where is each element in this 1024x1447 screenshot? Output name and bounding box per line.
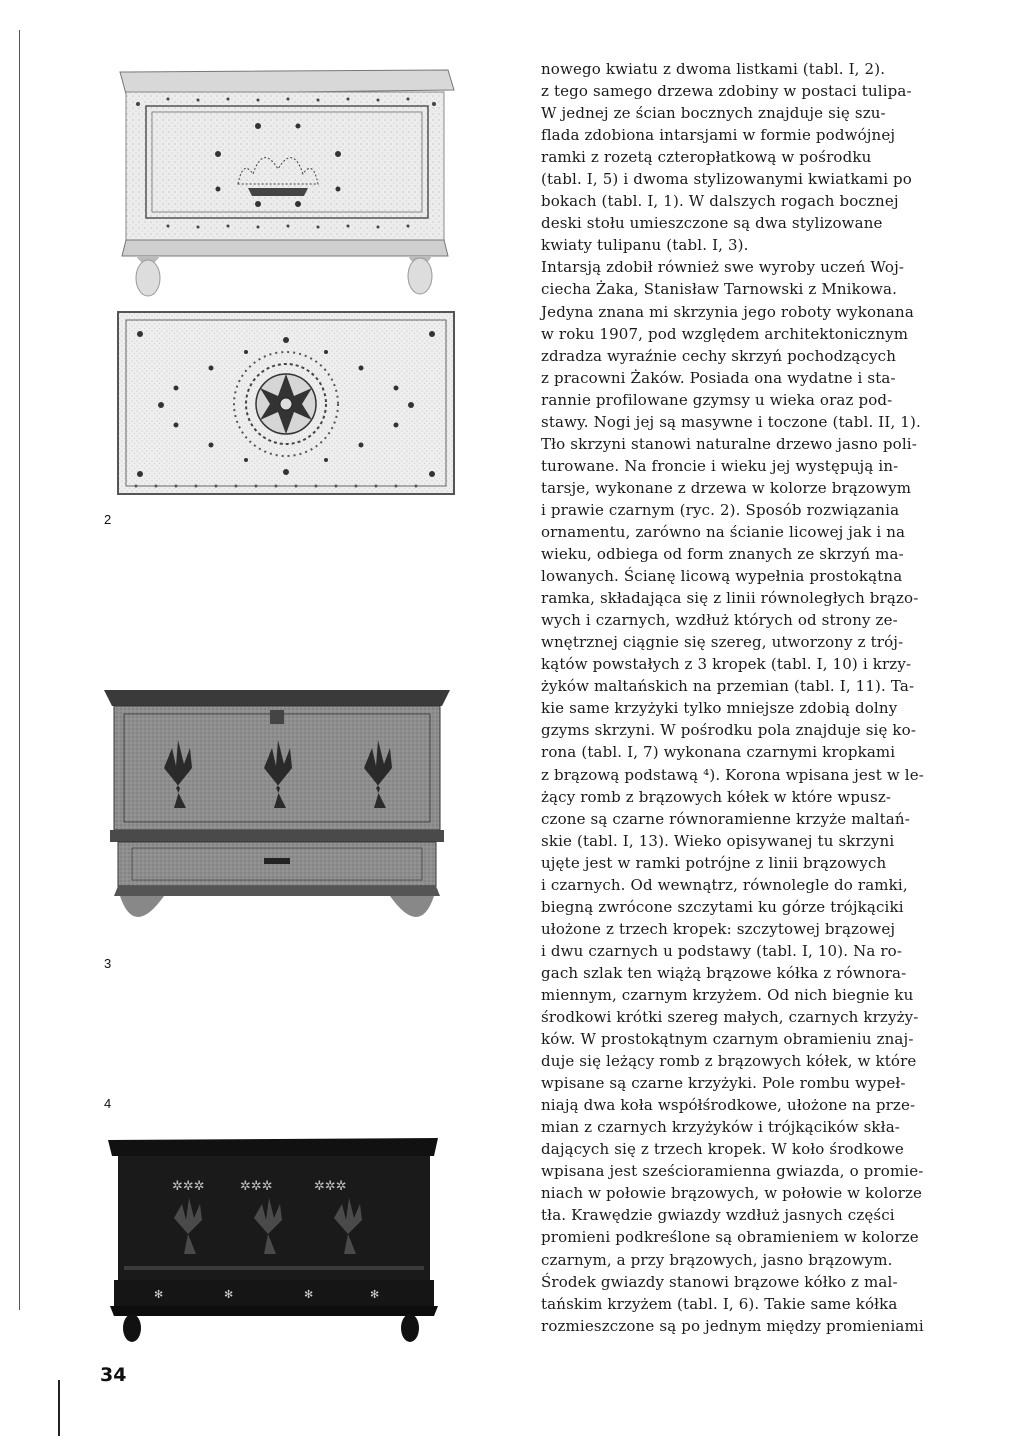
text-line: Jedyna znana mi skrzynia jego roboty wykonana (541, 302, 914, 321)
text-line: kie same krzyżyki tylko mniejsze zdobią dolny (541, 699, 898, 718)
text-line: ramki z rozetą czteropłatkową w pośrodku (541, 148, 872, 167)
text-line: stawy. Nogi jej są masywne i toczone (tabl. II, 1). (541, 412, 921, 431)
text-line: niach w połowie brązowych, w połowie w kolorze (541, 1184, 923, 1203)
text-line: tła. Krawędzie gwiazdy wzdłuż jasnych części (541, 1206, 895, 1225)
text-line: Intarsją zdobił również swe wyroby uczeń Woj- (541, 258, 905, 277)
text-line: i czarnych. Od wewnątrz, równolegle do ramki, (541, 875, 908, 894)
text-line: miennym, czarnym krzyżem. Od nich biegnie ku (541, 985, 914, 1004)
text-line: gzyms skrzyni. W pośrodku pola znajduje się ko- (541, 721, 917, 740)
text-line: czone są czarne równoramienne krzyże maltań- (541, 809, 910, 828)
text-line: niają dwa koła współśrodkowe, ułożone na prze- (541, 1096, 916, 1115)
text-line: z brązową podstawą ⁴). Korona wpisana jest w le- (541, 765, 924, 784)
text-line: gach szlak ten wiążą brązowe kółka z równora- (541, 963, 907, 982)
text-line: z tego samego drzewa zdobiny w postaci tulipa- (541, 82, 912, 101)
svg-text:✲✲✲: ✲✲✲ (314, 1179, 347, 1194)
text-line: tarsje, wykonane z drzewa w kolorze brązowym (541, 478, 912, 497)
figure-number-4: 4 (104, 1096, 112, 1111)
text-line: i prawie czarnym (ryc. 2). Sposób rozwiązania (541, 500, 900, 519)
figure-number-2: 2 (104, 512, 112, 527)
text-line: kątów powstałych z 3 kropek (tabl. I, 10) i krzy- (541, 655, 912, 674)
text-line: żyków maltańskich na przemian (tabl. I, 11). Ta- (541, 677, 915, 696)
figure-chest-dark (104, 1134, 444, 1344)
text-line: wpisana jest sześcioramienna gwiazda, o promie- (541, 1162, 924, 1181)
text-line: w roku 1907, pod względem architektonicznym (541, 324, 909, 343)
text-line: rona (tabl. I, 7) wykonana czarnymi kropkami (541, 743, 896, 762)
text-line: mian z czarnych krzyżyków i trójkącików skła- (541, 1118, 901, 1137)
svg-text:✲✲✲: ✲✲✲ (240, 1179, 273, 1194)
text-line: z pracowni Żaków. Posiada ona wydatne i sta- (541, 368, 896, 387)
svg-text:✻: ✻ (304, 1288, 314, 1301)
svg-text:✲✲✲: ✲✲✲ (172, 1179, 205, 1194)
text-line: tańskim krzyżem (tabl. I, 6). Takie same kółka (541, 1294, 898, 1313)
figure-chest-lid-star (116, 310, 456, 496)
figure-chest-crown (108, 64, 458, 300)
text-line: rozmieszczone są po jednym między promieniami (541, 1316, 924, 1335)
bottom-margin-mark (58, 1380, 60, 1436)
text-line: zdradza wyraźnie cechy skrzyń pochodzących (541, 346, 897, 365)
text-line: flada zdobiona intarsjami w formie podwójnej (541, 126, 896, 145)
text-line: ciecha Żaka, Stanisław Tarnowski z Mnikowa. (541, 280, 898, 299)
text-line: W jednej ze ścian bocznych znajduje się szu- (541, 104, 886, 123)
text-line: bokach (tabl. I, 1). W dalszych rogach bocznej (541, 192, 899, 211)
text-line: deski stołu umieszczone są dwa stylizowane (541, 214, 883, 233)
text-line: ków. W prostokątnym czarnym obramieniu znaj- (541, 1030, 914, 1049)
text-line: ujęte jest w ramki potrójne z linii brązowych (541, 853, 887, 872)
text-line: rannie profilowane gzymsy u wieka oraz pod- (541, 390, 893, 409)
text-line: środkowi krótki szereg małych, czarnych krzyży- (541, 1008, 919, 1027)
text-line: wnętrznej ciągnie się szereg, utworzony z trój- (541, 633, 904, 652)
text-line: biegną zwrócone szczytami ku górze trójkąciki (541, 897, 904, 916)
text-line: ornamentu, zarówno na ścianie licowej jak i na (541, 522, 906, 541)
svg-text:✻: ✻ (370, 1288, 380, 1301)
text-line: dających się z trzech kropek. W koło środkowe (541, 1140, 904, 1159)
left-margin-rule (19, 30, 20, 1310)
text-line: duje się leżący romb z brązowych kółek, w które (541, 1052, 917, 1071)
text-line: lowanych. Ścianę licową wypełnia prostokątna (541, 567, 903, 586)
text-line: ułożone z trzech kropek: szczytowej brązowej (541, 919, 896, 938)
page-number: 34 (100, 1364, 127, 1386)
text-line: Środek gwiazdy stanowi brązowe kółko z mal- (541, 1272, 898, 1291)
text-line: nowego kwiatu z dwoma listkami (tabl. I, 2). (541, 60, 886, 78)
text-line: turowane. Na froncie i wieku jej występują in- (541, 456, 899, 475)
svg-text:✻: ✻ (224, 1288, 234, 1301)
text-line: wieku, odbiega od form znanych ze skrzyń ma- (541, 545, 904, 564)
svg-text:✻: ✻ (154, 1288, 164, 1301)
text-line: ramka, składająca się z linii równoległych brązo- (541, 589, 919, 608)
text-line: i dwu czarnych u podstawy (tabl. I, 10). Na ro- (541, 941, 903, 960)
text-line: skie (tabl. I, 13). Wieko opisywanej tu skrzyni (541, 831, 895, 850)
text-line: Tło skrzyni stanowi naturalne drzewo jasno poli- (541, 434, 917, 453)
text-line: kwiaty tulipanu (tabl. I, 3). (541, 236, 749, 255)
text-line: (tabl. I, 5) i dwoma stylizowanymi kwiatkami po (541, 170, 912, 189)
figure-chest-tulips (104, 688, 450, 938)
body-text (541, 58, 966, 1337)
text-line: wpisane są czarne krzyżyki. Pole rombu wypeł- (541, 1074, 906, 1093)
figure-number-3: 3 (104, 956, 112, 971)
text-line: promieni podkreślone są obramieniem w kolorze (541, 1228, 919, 1247)
text-line: wych i czarnych, wzdłuż których od strony ze- (541, 611, 898, 630)
text-line: żący romb z brązowych kółek w które wpusz- (541, 787, 892, 806)
text-line: czarnym, a przy brązowych, jasno brązowym. (541, 1250, 893, 1269)
